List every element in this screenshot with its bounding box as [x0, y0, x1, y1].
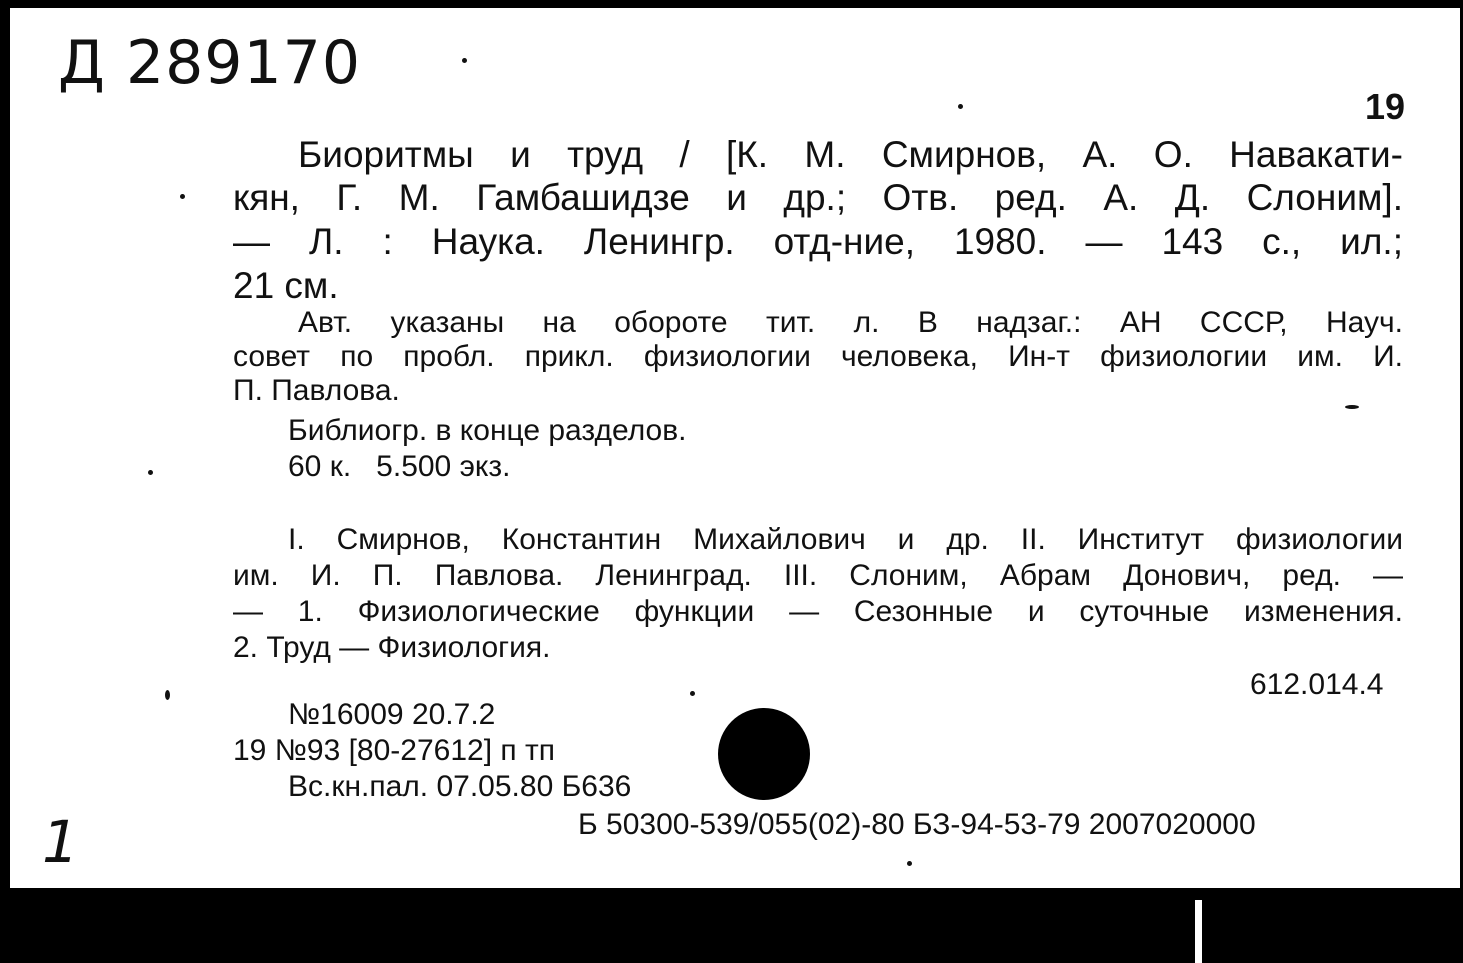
page-number: 19 [1365, 86, 1406, 127]
punch-hole [718, 708, 810, 800]
description-line-1: Биоритмы и труд / [К. М. Смирнов, А. О. Навакати- [298, 134, 1403, 175]
scan-edge-line [1195, 900, 1202, 963]
notes-line-1: Авт. указаны на обороте тит. л. В надзаг.: АН СССР, Науч. [298, 306, 1403, 339]
speck [907, 861, 912, 866]
speck [180, 194, 185, 199]
headings-line-4: 2. Труд — Физиология. [233, 631, 551, 664]
notes-line-2: совет по пробл. прикл. физиологии человека, Ин-т физиологии им. И. [233, 340, 1403, 373]
headings-line-1: I. Смирнов, Константин Михайлович и др. II. Институт физиологии [288, 523, 1403, 556]
print-info-line-1: №16009 20.7.2 [288, 698, 496, 731]
classification-number: 612.014.4 [1250, 668, 1384, 701]
headings-line-3: — 1. Физиологические функции — Сезонные и суточные изменения. [233, 595, 1403, 628]
description-line-2: кян, Г. М. Гамбашидзе и др.; Отв. ред. А. Д. Слоним]. [233, 177, 1403, 218]
notes-line-3: П. Павлова. [233, 374, 400, 407]
corner-mark: 1 [42, 808, 79, 876]
inventory-number: Д 289170 [58, 28, 361, 98]
speck [1345, 405, 1359, 409]
notes-line-4: Библиогр. в конце разделов. [288, 414, 687, 447]
bottom-code: Б 50300-539/055(02)-80 БЗ-94-53-79 2007020000 [578, 808, 1256, 841]
headings-line-2: им. И. П. Павлова. Ленинград. III. Слоним, Абрам Донович, ред. — [233, 559, 1403, 592]
speck [462, 58, 467, 63]
speck [690, 691, 695, 696]
speck [165, 690, 170, 700]
print-info-line-3: Вс.кн.пал. 07.05.80 Б636 [288, 770, 632, 803]
print-info-line-2: 19 №93 [80-27612] п тп [233, 734, 555, 767]
notes-line-5: 60 к. 5.500 экз. [288, 450, 511, 483]
description-line-3: — Л. : Наука. Ленингр. отд-ние, 1980. — 143 с., ил.; [233, 221, 1403, 262]
catalog-card [10, 8, 1460, 888]
speck [958, 104, 963, 109]
description-line-4: 21 см. [233, 265, 339, 306]
speck [148, 470, 153, 475]
